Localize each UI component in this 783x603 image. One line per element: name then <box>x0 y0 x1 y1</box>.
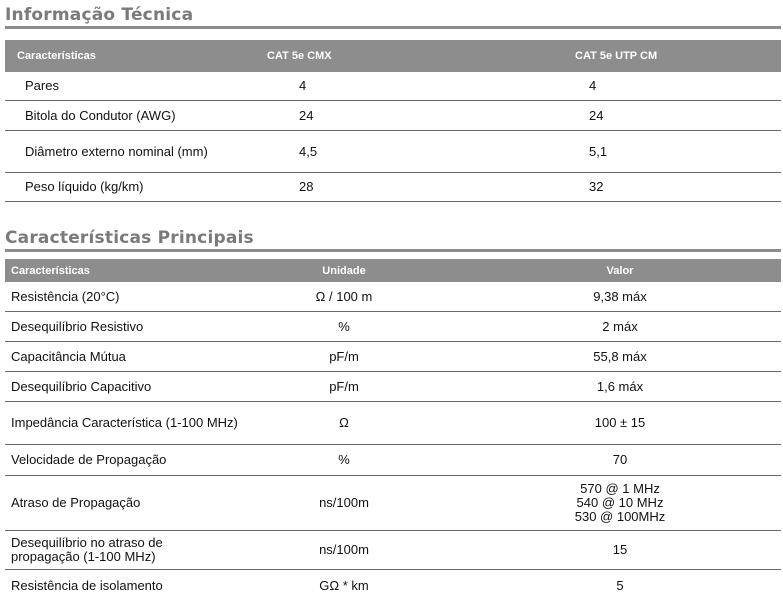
row-unit: % <box>269 312 419 342</box>
row-value: 9,38 máx <box>419 282 781 312</box>
row-cmx-value: 4 <box>257 72 555 101</box>
main-characteristics-header-row <box>5 259 781 282</box>
header-caracteristicas: Características <box>5 259 269 282</box>
row-name: Resistência de isolamento <box>11 578 163 593</box>
row-unit: % <box>269 445 419 476</box>
row-utp-value: 24 <box>555 101 781 131</box>
title-rule <box>5 249 781 252</box>
table-row <box>5 445 781 476</box>
table-row <box>5 342 781 372</box>
tech-info-table <box>5 40 781 202</box>
table-row <box>5 476 781 531</box>
row-name: Capacitância Mútua <box>5 342 269 372</box>
table-row <box>5 402 781 445</box>
row-value: 70 <box>419 445 781 476</box>
row-value-multiline <box>419 476 781 531</box>
row-name: Peso líquido (kg/km) <box>5 173 257 202</box>
table-row <box>5 570 781 603</box>
row-unit: Ω / 100 m <box>269 282 419 312</box>
row-name: Resistência (20°C) <box>5 282 269 312</box>
table-row <box>5 72 781 101</box>
row-unit: ns/100m <box>269 476 419 531</box>
row-unit: ns/100m <box>269 531 419 570</box>
row-name: Pares <box>5 72 257 101</box>
main-characteristics-table <box>5 259 781 602</box>
row-utp-value: 32 <box>555 173 781 202</box>
section-title-caracteristicas-principais: Características Principais <box>5 228 254 248</box>
table-row <box>5 131 781 173</box>
row-name: Atraso de Propagação <box>5 476 269 531</box>
row-cmx-value: 4,5 <box>257 131 555 173</box>
row-utp-value: 4 <box>555 72 781 101</box>
row-unit: Ω <box>269 402 419 445</box>
row-name: Velocidade de Propagação <box>5 445 269 476</box>
header-cat5e-cmx: CAT 5e CMX <box>257 40 555 72</box>
table-row <box>5 173 781 202</box>
header-valor: Valor <box>419 259 781 282</box>
value-line: 530 @ 100MHz <box>574 509 666 524</box>
value-line: 570 @ 1 MHz <box>580 481 660 496</box>
row-value: 5 <box>616 578 624 593</box>
row-value: 15 <box>419 531 781 570</box>
row-name: Diâmetro externo nominal (mm) <box>5 131 257 173</box>
row-value: 2 máx <box>419 312 781 342</box>
row-unit: pF/m <box>269 342 419 372</box>
row-unit: GΩ * km <box>319 578 369 593</box>
row-name: Desequilíbrio no atraso de propagação (1-100 MHz) <box>5 531 269 570</box>
row-cmx-value: 28 <box>257 173 555 202</box>
row-name: Bitola do Condutor (AWG) <box>5 101 257 131</box>
row-unit: pF/m <box>269 372 419 402</box>
row-value: 100 ± 15 <box>419 402 781 445</box>
title-rule <box>5 26 781 29</box>
section-title-informacao-tecnica: Informação Técnica <box>5 5 194 25</box>
row-name: Impedância Característica (1-100 MHz) <box>5 402 269 445</box>
row-utp-value: 5,1 <box>555 131 781 173</box>
row-value: 55,8 máx <box>419 342 781 372</box>
table-row <box>5 312 781 342</box>
table-row <box>5 101 781 131</box>
tech-info-header-row <box>5 40 781 72</box>
row-name: Desequilíbrio Resistivo <box>5 312 269 342</box>
value-line: 540 @ 10 MHz <box>576 495 664 510</box>
header-unidade: Unidade <box>269 259 419 282</box>
row-value: 1,6 máx <box>419 372 781 402</box>
header-cat5e-utp-cm: CAT 5e UTP CM <box>555 40 781 72</box>
row-name: Desequilíbrio Capacitivo <box>5 372 269 402</box>
header-caracteristicas: Características <box>5 40 257 72</box>
row-cmx-value: 24 <box>257 101 555 131</box>
table-row <box>5 282 781 312</box>
table-row <box>5 531 781 570</box>
table-row <box>5 372 781 402</box>
